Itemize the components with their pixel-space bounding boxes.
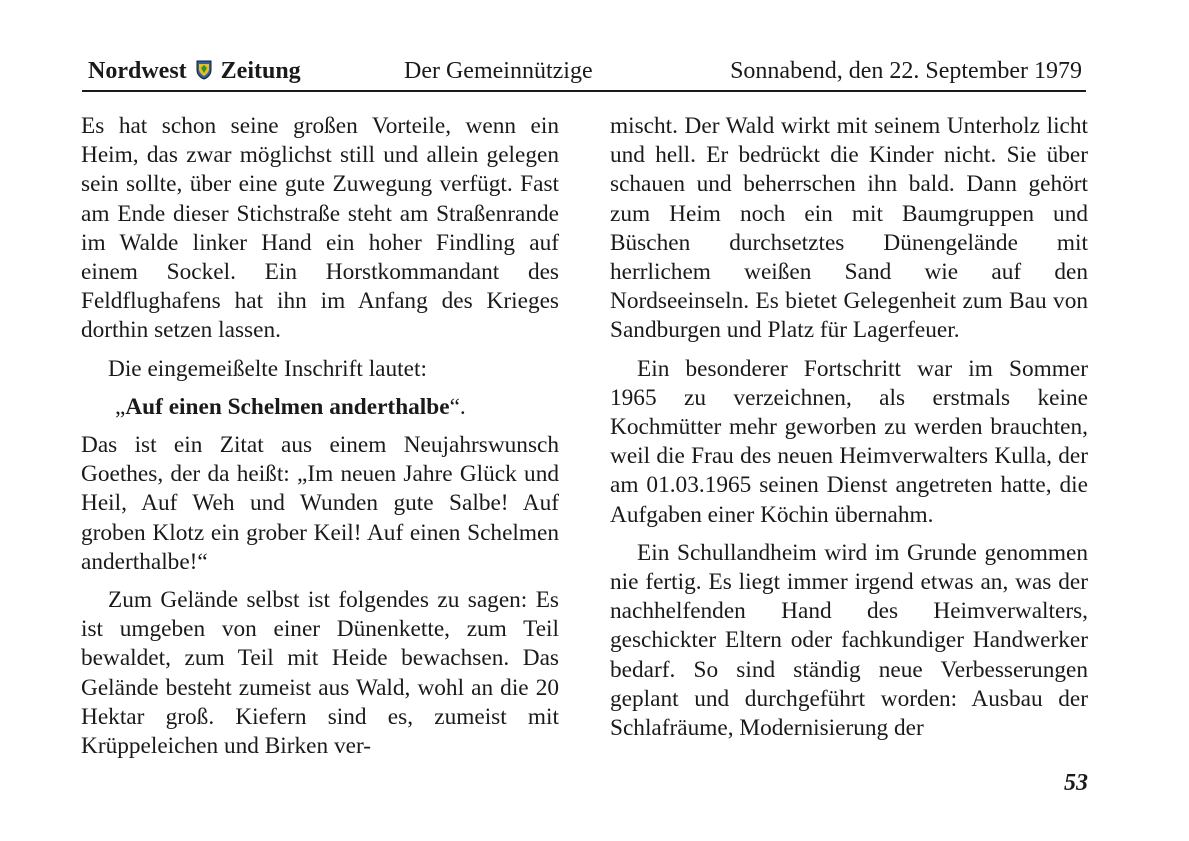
- paragraph: Das ist ein Zitat aus einem Neujahrswunsch Goethes, der da heißt: „Im neuen Jahre Glück und Heil, Auf Weh und Wunden gute Salbe! Auf groben Klotz ein grober Keil! Auf einen Schelmen anderthalbe!“: [81, 432, 559, 575]
- masthead-name-part1: Nordwest: [88, 58, 187, 84]
- issue-date: Sonnabend, den 22. September 1979: [730, 58, 1082, 84]
- paragraph: mischt. Der Wald wirkt mit seinem Unterholz licht und hell. Er bedrückt die Kinder nicht. Sie über schauen und beherrschen ihn bald. Dann gehört zum Heim noch ein mit Baumgruppen und Büschen durchsetztes Dünengelände mit herrlichem weißen Sand wie auf den Nordseeinseln. Es bietet Gelegenheit zum Bau von Sandburgen und Platz für Lagerfeuer.: [610, 113, 1088, 344]
- quote-close-mark: “.: [449, 393, 466, 420]
- right-text-column: [610, 112, 1088, 752]
- left-text-column: [81, 112, 559, 770]
- quote-open-mark: „: [115, 393, 126, 420]
- coat-of-arms-icon: [196, 60, 212, 87]
- paragraph: Ein besonderer Fortschritt war im Sommer 1965 zu verzeichnen, als erstmals keine Kochmütter mehr geworben zu werden brauchten, weil die Frau des neuen Heimverwalters Kulla, der am 01.03.1965 seinen Dienst angetreten hatte, die Aufgaben einer Köchin übernahm.: [610, 355, 1088, 528]
- page-header: [82, 56, 1086, 92]
- paragraph: Ein Schullandheim wird im Grunde genommen nie fertig. Es liegt immer irgend etwas an, was der nachhelfenden Hand des Heimverwalters, geschickter Eltern oder fachkundiger Handwerker bedarf. So sind ständig neue Verbesserungen geplant und durchgeführt worden: Ausbau der Schlafräume, Modernisierung der: [610, 539, 1088, 742]
- inscription-text: Auf einen Schelmen anderthalbe: [125, 393, 450, 420]
- paragraph: Es hat schon seine großen Vorteile, wenn ein Heim, das zwar möglichst still und allein gelegen sein sollte, über eine gute Zuwegung verfügt. Fast am Ende dieser Stichstraße steht am Straßenrande im Walde linker Hand ein hoher Findling auf einem Sockel. Ein Horstkommandant des Feldflughafens hat ihn im Anfang des Krieges dorthin setzen lassen.: [81, 113, 559, 344]
- paragraph: Zum Gelände selbst ist folgendes zu sagen: Es ist umgeben von einer Dünenkette, zum Teil bewaldet, zum Teil mit Heide bewachsen. Das Gelände besteht zumeist aus Wald, wohl an die 20 Hektar groß. Kiefern sind es, zumeist mit Krüppeleichen und Birken ver-: [81, 587, 559, 760]
- inscription-quote: [81, 393, 559, 422]
- paragraph: Die eingemeißelte Inschrift lautet:: [108, 355, 427, 382]
- page-number: 53: [1064, 770, 1088, 796]
- newspaper-masthead: [88, 58, 301, 87]
- section-title: Der Gemeinnützige: [404, 58, 593, 84]
- masthead-name-part2: Zeitung: [220, 58, 301, 84]
